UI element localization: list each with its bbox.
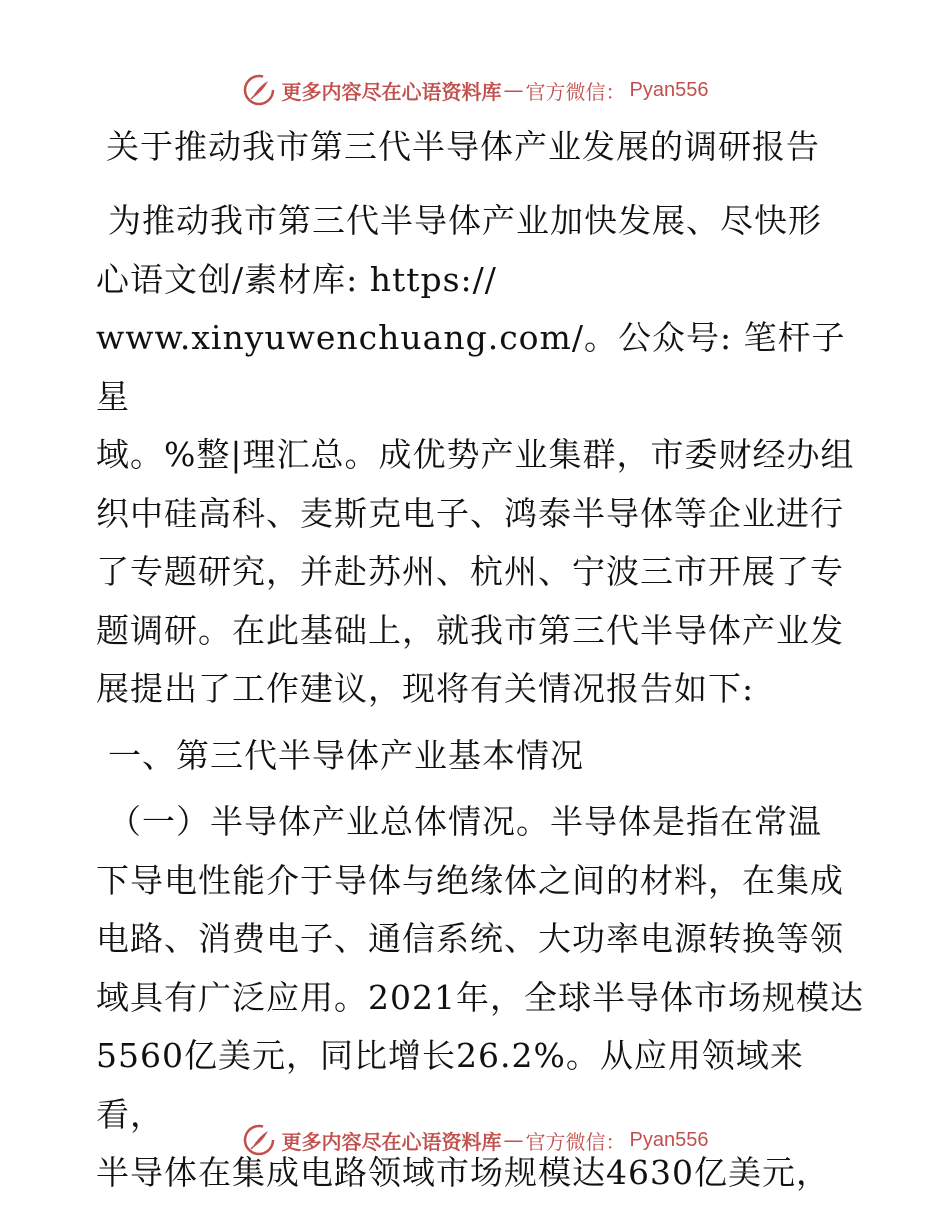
text-line: 了专题研究，并赴苏州、杭州、宁波三市开展了专	[96, 552, 844, 591]
footer-banner	[0, 1120, 950, 1160]
section-heading: 一、第三代半导体产业基本情况	[108, 735, 584, 775]
text-line: 题调研。在此基础上，就我市第三代半导体产业发	[96, 610, 844, 650]
wechat-id: Pyan556	[629, 1128, 709, 1151]
text-line: www.xinyuwenchuang.com/。公众号: 笔杆子星	[96, 318, 846, 416]
document-body	[96, 118, 866, 1203]
promo-text: 更多内容尽在心语资料库	[281, 79, 502, 104]
text-line: 下导电性能介于导体与绝缘体之间的材料，在集成	[96, 860, 844, 900]
text-line: 心语文创/素材库: https://	[96, 259, 497, 299]
banner-dash: —	[503, 1128, 524, 1152]
text-line: 域具有广泛应用。2021年，全球半导体市场规模达	[96, 977, 864, 1017]
text-line: 织中硅高科、麦斯克电子、鸿泰半导体等企业进行	[96, 493, 844, 533]
intro-paragraph	[96, 192, 866, 719]
text-line: 为推动我市第三代半导体产业加快发展、尽快形	[108, 201, 822, 240]
feather-pen-logo-icon	[242, 73, 276, 107]
banner-dash: —	[503, 78, 524, 102]
header-banner	[0, 70, 950, 110]
text-line: 5560亿美元，同比增长26.2%。从应用领域来看，	[96, 1036, 804, 1134]
text-line: 电路、消费电子、通信系统、大功率电源转换等领	[96, 919, 844, 958]
promo-text: 更多内容尽在心语资料库	[281, 1129, 502, 1154]
official-wechat-label: 官方微信：	[525, 1129, 626, 1154]
wechat-id: Pyan556	[629, 78, 709, 101]
feather-pen-logo-icon	[242, 1123, 276, 1157]
text-line: 展提出了工作建议，现将有关情况报告如下:	[96, 669, 755, 708]
text-line: 半导体在集成电路领域市场规模达4630亿美元，	[96, 1153, 830, 1192]
document-title: 关于推动我市第三代半导体产业发展的调研报告	[106, 127, 820, 166]
official-wechat-label: 官方微信：	[525, 79, 626, 104]
text-line: （一）半导体产业总体情况。半导体是指在常温	[108, 802, 822, 841]
text-line: 域。%整|理汇总。成优势产业集群，市委财经办组	[96, 435, 855, 474]
